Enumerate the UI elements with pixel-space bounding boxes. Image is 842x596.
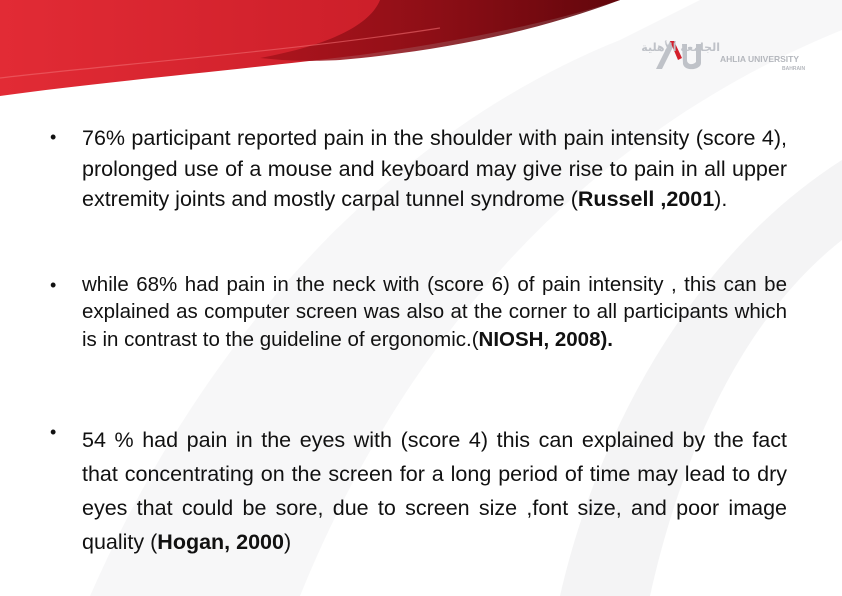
citation: Russell ,2001 — [577, 187, 715, 212]
bullet-marker: • — [50, 422, 57, 442]
bullet-text-end: ) — [283, 529, 292, 554]
svg-text:BAHRAIN: BAHRAIN — [782, 66, 806, 72]
citation: NIOSH, 2008). — [478, 327, 613, 351]
svg-text:AHLIA UNIVERSITY: AHLIA UNIVERSITY — [720, 54, 800, 64]
citation: Hogan, 2000 — [157, 529, 284, 554]
bullet-neck-pain — [50, 271, 787, 353]
svg-text:الجامعة الأهلية: الجامعة الأهلية — [641, 41, 720, 54]
bullet-text: 76% participant reported pain in the shoulder with pain intensity (score 4), prolonged use of a mouse and keyboard may give rise to pain in all upper extremity joints and mostly carpal tunnel syndrome ( — [82, 126, 787, 212]
bullet-eye-pain — [50, 422, 787, 560]
bullet-marker: • — [50, 127, 57, 147]
bullet-shoulder-pain — [50, 123, 787, 215]
bullet-text: while 68% had pain in the neck with (score 6) of pain intensity , this can be explained as computer screen was also at the corner to all participants which is in contrast to the guideline of ergonomic.( — [82, 273, 787, 351]
bullet-text-end: ). — [714, 187, 728, 212]
bullet-text: 54 % had pain in the eyes with (score 4) this can explained by the fact that concentrating on the screen for a long period of time may lead to dry eyes that could be sore, due to screen size ,font size, and poor image quality ( — [82, 428, 787, 554]
bullet-marker: • — [50, 275, 57, 295]
